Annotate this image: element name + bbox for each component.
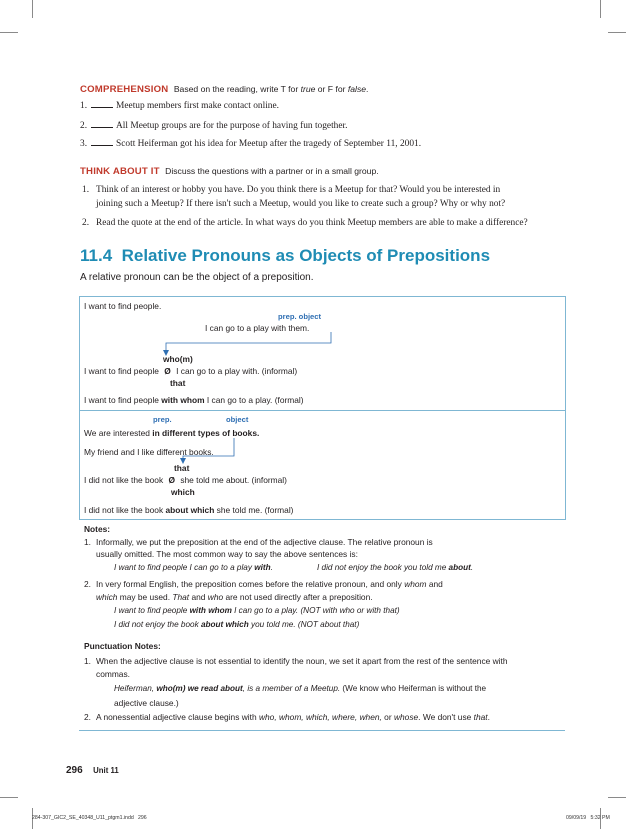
instruction-true: true	[300, 84, 316, 94]
think-item-line: Read the quote at the end of the article. In what ways do you think Meetup members are able to make a difference?	[96, 218, 528, 228]
comprehension-instruction	[80, 84, 368, 95]
not-clause: (NOT with who or with that)	[300, 606, 400, 615]
example-divider	[79, 410, 565, 411]
comprehension-item	[80, 139, 421, 149]
text-bold: with whom	[161, 395, 205, 405]
note-line: commas.	[96, 669, 130, 679]
text-italic: whom	[404, 579, 427, 589]
connector-arrow	[170, 436, 250, 466]
note-number: 1.	[84, 656, 91, 666]
instruction-text: Based on the reading, write T for	[173, 84, 301, 94]
that-option: that	[174, 463, 190, 473]
note-example	[114, 563, 273, 572]
text-bold: about which	[165, 505, 215, 515]
text: I did not like the book	[84, 475, 164, 485]
think-item-line: joining such a Meetup? If there isn't such a Meetup, would you like to create such a group? Why or why not?	[96, 199, 506, 209]
text-bold: in different types of books.	[152, 428, 260, 438]
crop-mark	[0, 32, 18, 33]
notes-heading: Notes:	[84, 524, 111, 534]
instruction-text: .	[366, 84, 369, 94]
text: I did not like the book	[84, 505, 166, 515]
example-line-informal	[84, 366, 297, 376]
text: (We know who Heiferman is without the	[340, 684, 487, 693]
crop-mark	[0, 797, 18, 798]
text-italic: that	[473, 712, 488, 722]
print-slug-right: 09/09/19 5:32 PM	[566, 815, 610, 821]
embedded-clause: I can go to a play with them.	[205, 323, 310, 333]
that-option: that	[170, 378, 186, 388]
text: .	[270, 563, 273, 572]
print-slug-left: 284-307_GIC2_SE_40348_U11_ptgm1.indd 296	[32, 815, 147, 821]
embedded-clause: My friend and I like different books.	[84, 447, 214, 457]
note-line: Informally, we put the preposition at the end of the adjective clause. The relative pronoun is	[96, 537, 433, 547]
note-line: When the adjective clause is not essential to identify the noun, we set it apart from the rest of the sentence with	[96, 656, 508, 666]
text-italic: who, whom, which, where, when,	[258, 712, 382, 722]
text: or	[381, 712, 394, 722]
text-italic: whose	[393, 712, 419, 722]
text: I can go to a play.	[231, 606, 299, 615]
comprehension-item	[80, 101, 279, 111]
text-bold: about which	[200, 620, 249, 629]
text: I want to find people	[84, 395, 162, 405]
text: you told me.	[248, 620, 296, 629]
text: I can go to a play. (formal)	[204, 395, 304, 405]
note-line	[96, 711, 490, 723]
note-example	[114, 684, 486, 693]
text: . We don't use	[418, 712, 474, 722]
crop-mark	[600, 0, 601, 18]
answer-blank[interactable]	[91, 127, 113, 128]
text-bold: who(m) we read about	[156, 684, 243, 693]
text: I want to find people	[84, 366, 159, 376]
item-text: Scott Heiferman got his idea for Meetup after the tragedy of September 11, 2001.	[116, 139, 422, 149]
example-line-formal	[84, 395, 304, 405]
page-footer	[66, 760, 119, 778]
item-number: 1.	[80, 101, 88, 111]
not-clause: (NOT about that)	[297, 620, 360, 629]
unit-label: Unit 11	[93, 766, 119, 775]
note-line	[96, 591, 373, 603]
instruction-false: false	[347, 84, 367, 94]
item-text: All Meetup groups are for the purpose of having fun together.	[116, 121, 348, 131]
comprehension-item	[80, 121, 347, 131]
crop-mark	[32, 0, 33, 18]
think-item-number: 2.	[82, 218, 90, 228]
text: may be used.	[117, 592, 173, 602]
text: A nonessential adjective clause begins with	[96, 712, 259, 722]
crop-mark	[608, 32, 626, 33]
text: I did not enjoy the book	[114, 620, 201, 629]
answer-blank[interactable]	[91, 107, 113, 108]
text-italic: who	[207, 592, 224, 602]
empty-set-symbol: Ø	[168, 475, 175, 485]
text-bold: with whom	[189, 606, 232, 615]
text: I want to find people	[114, 606, 190, 615]
think-about-it-label: THINK ABOUT IT	[80, 166, 160, 177]
text: she told me about. (informal)	[180, 475, 287, 485]
note-line	[96, 578, 443, 590]
section-intro: A relative pronoun can be the object of a preposition.	[80, 272, 314, 283]
think-item-number: 1.	[82, 185, 90, 195]
note-example-cont: adjective clause.)	[114, 698, 179, 708]
who-m-option: who(m)	[163, 354, 193, 364]
text-bold: about	[448, 563, 471, 572]
text: are not used directly after a preposition.	[223, 592, 373, 602]
text: .	[487, 712, 490, 722]
text-italic: That	[172, 592, 190, 602]
text-italic: which	[96, 592, 118, 602]
bottom-rule	[79, 730, 565, 731]
which-option: which	[171, 487, 195, 497]
note-number: 1.	[84, 537, 91, 547]
think-item-line: Think of an interest or hobby you have. Do you think there is a Meetup for that? Would you be interested in	[96, 185, 501, 195]
text: I did not enjoy the book you told me	[317, 563, 449, 572]
page-number: 296	[66, 765, 83, 776]
comprehension-label: COMPREHENSION	[80, 84, 169, 95]
item-text: Meetup members first make contact online.	[116, 101, 279, 111]
text-bold: with	[254, 563, 271, 572]
text: and	[426, 579, 443, 589]
text: We are interested	[84, 428, 153, 438]
instruction-text: or F for	[315, 84, 348, 94]
object-label: object	[226, 415, 249, 424]
note-line: usually omitted. The most common way to say the above sentences is:	[96, 549, 358, 559]
think-about-it-instruction	[80, 166, 379, 177]
note-number: 2.	[84, 712, 91, 722]
text: she told me. (formal)	[214, 505, 294, 515]
text: .	[470, 563, 474, 572]
crop-mark	[608, 797, 626, 798]
text: and	[189, 592, 208, 602]
punctuation-notes-heading: Punctuation Notes:	[84, 641, 161, 651]
empty-set-symbol: Ø	[164, 366, 171, 376]
note-example	[114, 620, 359, 629]
item-number: 3.	[80, 139, 88, 149]
prep-object-label: prep. object	[278, 312, 322, 321]
prep-label: prep.	[153, 415, 172, 424]
text: Heiferman,	[114, 684, 157, 693]
text: , is a member of a Meetup.	[242, 684, 341, 693]
item-number: 2.	[80, 121, 88, 131]
example-line: I want to find people.	[84, 301, 162, 311]
text: I want to find people I can go to a play	[114, 563, 255, 572]
example-line-informal	[84, 475, 287, 485]
answer-blank[interactable]	[91, 145, 113, 146]
note-example	[114, 606, 400, 615]
note-example	[317, 563, 473, 572]
note-number: 2.	[84, 579, 91, 589]
example-line-formal	[84, 505, 293, 515]
text: I can go to a play with. (informal)	[176, 366, 298, 376]
instruction-text: Discuss the questions with a partner or in a small group.	[165, 166, 379, 176]
section-title: 11.4 Relative Pronouns as Objects of Prepositions	[80, 246, 491, 265]
text: In very formal English, the preposition comes before the relative pronoun, and only	[96, 579, 405, 589]
